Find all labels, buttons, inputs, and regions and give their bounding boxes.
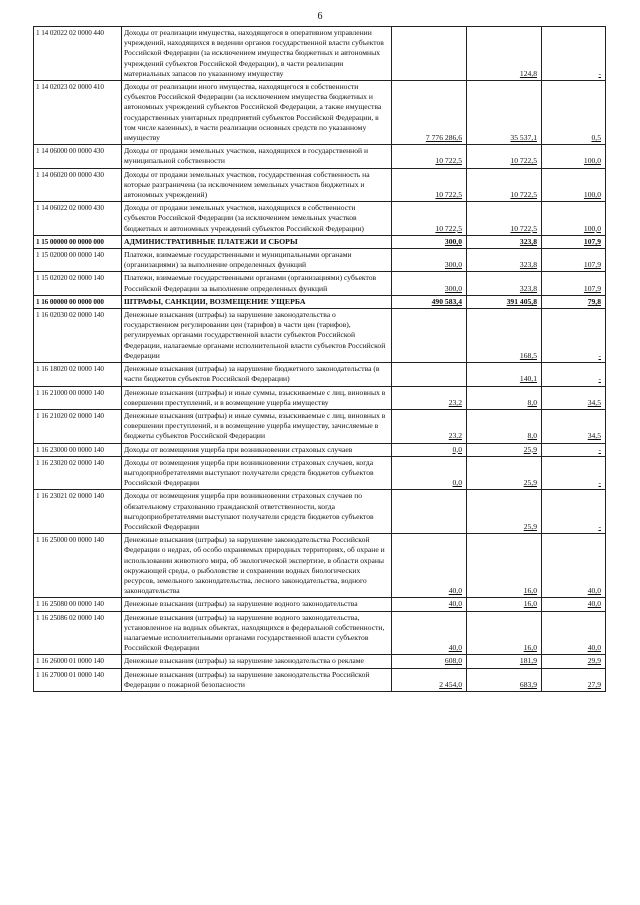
percent-cell: 107,9 — [542, 235, 606, 248]
page-number: 6 — [317, 11, 323, 22]
budget-code-cell: 1 14 06022 02 0000 430 — [34, 202, 122, 236]
budget-code-cell: 1 16 27000 01 0000 140 — [34, 668, 122, 691]
budget-code-cell: 1 15 02000 00 0000 140 — [34, 249, 122, 272]
budget-code-cell: 1 16 23020 02 0000 140 — [34, 456, 122, 490]
percent-cell: 27,9 — [542, 668, 606, 691]
revenue-name-cell: ШТРАФЫ, САНКЦИИ, ВОЗМЕЩЕНИЕ УЩЕРБА — [122, 295, 392, 308]
budget-code-cell: 1 16 21020 02 0000 140 — [34, 409, 122, 443]
actual-amount-cell: 16,0 — [467, 611, 542, 655]
actual-amount-cell: 10 722,5 — [467, 168, 542, 202]
table-row — [34, 534, 606, 598]
table-row — [34, 668, 606, 691]
percent-cell: 40,0 — [542, 611, 606, 655]
budget-code-cell: 1 14 06020 00 0000 430 — [34, 168, 122, 202]
percent-cell: 34,5 — [542, 386, 606, 409]
percent-cell: - — [542, 490, 606, 534]
revenue-name-cell: Денежные взыскания (штрафы) за нарушение водного законодательства, установленное на водных объектах, находящихся в федеральной собственности, налагаемые исполнительными органами государственной власти субъектов Российской Федерации — [122, 611, 392, 655]
plan-amount-cell: 0,0 — [392, 443, 467, 456]
actual-amount-cell: 181,9 — [467, 655, 542, 668]
budget-code-cell: 1 16 02030 02 0000 140 — [34, 309, 122, 363]
revenue-name-cell: Денежные взыскания (штрафы) за нарушение законодательства о государственном регулировании цен (тарифов) в части цен (тарифов), регулируемых органами государственной власти субъектов Российской Федерации, налагаемые органами исполнительной власти субъектов Российской Федерации — [122, 309, 392, 363]
table-row — [34, 490, 606, 534]
plan-amount-cell — [392, 309, 467, 363]
budget-code-cell: 1 16 26000 01 0000 140 — [34, 655, 122, 668]
actual-amount-cell: 25,9 — [467, 456, 542, 490]
revenue-name-cell: Доходы от продажи земельных участков, находящихся в собственности субъектов Российской Федерации (за исключением земельных участков бюджетных и автономных учреждений субъектов Российской Федерации) — [122, 202, 392, 236]
plan-amount-cell: 40,0 — [392, 611, 467, 655]
table-row — [34, 309, 606, 363]
budget-code-cell: 1 15 02020 02 0000 140 — [34, 272, 122, 295]
plan-amount-cell: 608,0 — [392, 655, 467, 668]
revenue-name-cell: Денежные взыскания (штрафы) за нарушение законодательства о рекламе — [122, 655, 392, 668]
revenue-name-cell: Денежные взыскания (штрафы) за нарушение законодательства Российской Федерации о недрах, об особо охраняемых природных территориях, об охране и использовании животного мира, об экологической экспертизе, в области охраны окружающей среды, о рыболовстве и сохранении водных биологических ресурсов, земельного законодательства, лесного законодательства, водного законодательства — [122, 534, 392, 598]
plan-amount-cell: 2 454,0 — [392, 668, 467, 691]
budget-code-cell: 1 14 02022 02 0000 440 — [34, 27, 122, 81]
plan-amount-cell — [392, 27, 467, 81]
table-row — [34, 168, 606, 202]
percent-cell: 100,0 — [542, 168, 606, 202]
revenue-name-cell: Доходы от реализации иного имущества, находящегося в собственности субъектов Российской Федерации (за исключением имущества бюджетных и автономных учреждений субъектов Российской Федерации, а также имущества государственных унитарных предприятий субъектов Российской Федерации, в том числе казенных), в части реализации основных средств по указанному имуществу — [122, 81, 392, 145]
table-row — [34, 611, 606, 655]
revenue-name-cell: Платежи, взимаемые государственными органами (организациями) субъектов Российской Федерации за выполнение определенных функций — [122, 272, 392, 295]
plan-amount-cell: 10 722,5 — [392, 168, 467, 202]
actual-amount-cell: 323,8 — [467, 249, 542, 272]
actual-amount-cell: 16,0 — [467, 598, 542, 611]
plan-amount-cell: 0,0 — [392, 456, 467, 490]
table-row — [34, 235, 606, 248]
plan-amount-cell: 300,0 — [392, 235, 467, 248]
actual-amount-cell: 25,9 — [467, 443, 542, 456]
budget-code-cell: 1 16 25000 00 0000 140 — [34, 534, 122, 598]
table-row — [34, 386, 606, 409]
budget-code-cell: 1 16 21000 00 0000 140 — [34, 386, 122, 409]
budget-code-cell: 1 14 06000 00 0000 430 — [34, 145, 122, 168]
plan-amount-cell: 40,0 — [392, 534, 467, 598]
plan-amount-cell: 7 776 286,6 — [392, 81, 467, 145]
table-row — [34, 249, 606, 272]
plan-amount-cell: 300,0 — [392, 272, 467, 295]
revenue-name-cell: Платежи, взимаемые государственными и муниципальными органами (организациями) за выполнение определенных функций — [122, 249, 392, 272]
percent-cell: 107,9 — [542, 249, 606, 272]
actual-amount-cell: 168,5 — [467, 309, 542, 363]
budget-code-cell: 1 16 00000 00 0000 000 — [34, 295, 122, 308]
actual-amount-cell: 683,9 — [467, 668, 542, 691]
actual-amount-cell: 10 722,5 — [467, 202, 542, 236]
revenue-name-cell: Доходы от возмещения ущерба при возникновении страховых случаев по обязательному страхованию гражданской ответственности, когда выгодоприобретателями выступают получатели средств бюджетов субъектов Российской Федерации — [122, 490, 392, 534]
plan-amount-cell: 490 583,4 — [392, 295, 467, 308]
percent-cell: 34,5 — [542, 409, 606, 443]
budget-code-cell: 1 16 25086 02 0000 140 — [34, 611, 122, 655]
revenue-name-cell: АДМИНИСТРАТИВНЫЕ ПЛАТЕЖИ И СБОРЫ — [122, 235, 392, 248]
percent-cell: 107,9 — [542, 272, 606, 295]
table-row — [34, 655, 606, 668]
budget-code-cell: 1 16 18020 02 0000 140 — [34, 363, 122, 386]
percent-cell: - — [542, 27, 606, 81]
table-row — [34, 598, 606, 611]
percent-cell: 40,0 — [542, 598, 606, 611]
revenue-name-cell: Доходы от продажи земельных участков, государственная собственность на которые разграничена (за исключением земельных участков бюджетных и автономных учреждений) — [122, 168, 392, 202]
table-row — [34, 443, 606, 456]
percent-cell: 79,8 — [542, 295, 606, 308]
actual-amount-cell: 323,8 — [467, 272, 542, 295]
percent-cell: - — [542, 363, 606, 386]
actual-amount-cell: 8,0 — [467, 409, 542, 443]
revenue-name-cell: Доходы от возмещения ущерба при возникновении страховых случаев, когда выгодоприобретателями выступают получатели средств бюджетов субъектов Российской Федерации — [122, 456, 392, 490]
percent-cell: - — [542, 309, 606, 363]
revenue-name-cell: Денежные взыскания (штрафы) за нарушение водного законодательства — [122, 598, 392, 611]
actual-amount-cell: 10 722,5 — [467, 145, 542, 168]
budget-code-cell: 1 14 02023 02 0000 410 — [34, 81, 122, 145]
actual-amount-cell: 140,1 — [467, 363, 542, 386]
revenue-name-cell: Денежные взыскания (штрафы) за нарушение законодательства Российской Федерации о пожарной безопасности — [122, 668, 392, 691]
budget-code-cell: 1 16 25080 00 0000 140 — [34, 598, 122, 611]
percent-cell: 29,9 — [542, 655, 606, 668]
table-row — [34, 145, 606, 168]
budget-revenue-table — [33, 26, 606, 692]
table-body — [34, 27, 606, 692]
revenue-name-cell: Денежные взыскания (штрафы) за нарушение бюджетного законодательства (в части бюджетов субъектов Российской Федерации) — [122, 363, 392, 386]
table-row — [34, 456, 606, 490]
plan-amount-cell: 10 722,5 — [392, 202, 467, 236]
plan-amount-cell: 10 722,5 — [392, 145, 467, 168]
actual-amount-cell: 25,9 — [467, 490, 542, 534]
table-row — [34, 202, 606, 236]
table-row — [34, 81, 606, 145]
percent-cell: - — [542, 443, 606, 456]
actual-amount-cell: 391 405,8 — [467, 295, 542, 308]
revenue-name-cell: Денежные взыскания (штрафы) и иные суммы, взыскиваемые с лиц, виновных в совершении преступлений, и в возмещение ущерба имуществу, зачисляемые в бюджеты субъектов Российской Федерации — [122, 409, 392, 443]
revenue-name-cell: Доходы от продажи земельных участков, находящихся в государственной и муниципальной собственности — [122, 145, 392, 168]
percent-cell: 100,0 — [542, 145, 606, 168]
budget-code-cell: 1 15 00000 00 0000 000 — [34, 235, 122, 248]
plan-amount-cell: 23,2 — [392, 386, 467, 409]
percent-cell: 0,5 — [542, 81, 606, 145]
actual-amount-cell: 323,8 — [467, 235, 542, 248]
budget-code-cell: 1 16 23021 02 0000 140 — [34, 490, 122, 534]
budget-code-cell: 1 16 23000 00 0000 140 — [34, 443, 122, 456]
table-row — [34, 409, 606, 443]
plan-amount-cell — [392, 363, 467, 386]
actual-amount-cell: 16,0 — [467, 534, 542, 598]
percent-cell: 100,0 — [542, 202, 606, 236]
table-row — [34, 27, 606, 81]
plan-amount-cell: 23,2 — [392, 409, 467, 443]
table-row — [34, 295, 606, 308]
table-row — [34, 363, 606, 386]
actual-amount-cell: 8,0 — [467, 386, 542, 409]
plan-amount-cell: 40,0 — [392, 598, 467, 611]
plan-amount-cell — [392, 490, 467, 534]
percent-cell: - — [542, 456, 606, 490]
plan-amount-cell: 300,0 — [392, 249, 467, 272]
actual-amount-cell: 35 537,1 — [467, 81, 542, 145]
actual-amount-cell: 124,8 — [467, 27, 542, 81]
percent-cell: 40,0 — [542, 534, 606, 598]
revenue-name-cell: Доходы от возмещения ущерба при возникновении страховых случаев — [122, 443, 392, 456]
revenue-name-cell: Денежные взыскания (штрафы) и иные суммы, взыскиваемые с лиц, виновных в совершении преступлений, и в возмещение ущерба имуществу — [122, 386, 392, 409]
table-row — [34, 272, 606, 295]
revenue-name-cell: Доходы от реализации имущества, находящегося в оперативном управлении учреждений, находящихся в ведении органов государственной власти субъектов Российской Федерации (за исключением имущества бюджетных и автономных учреждений субъектов Российской Федерации), в части реализации материальных запасов по указанному имуществу — [122, 27, 392, 81]
